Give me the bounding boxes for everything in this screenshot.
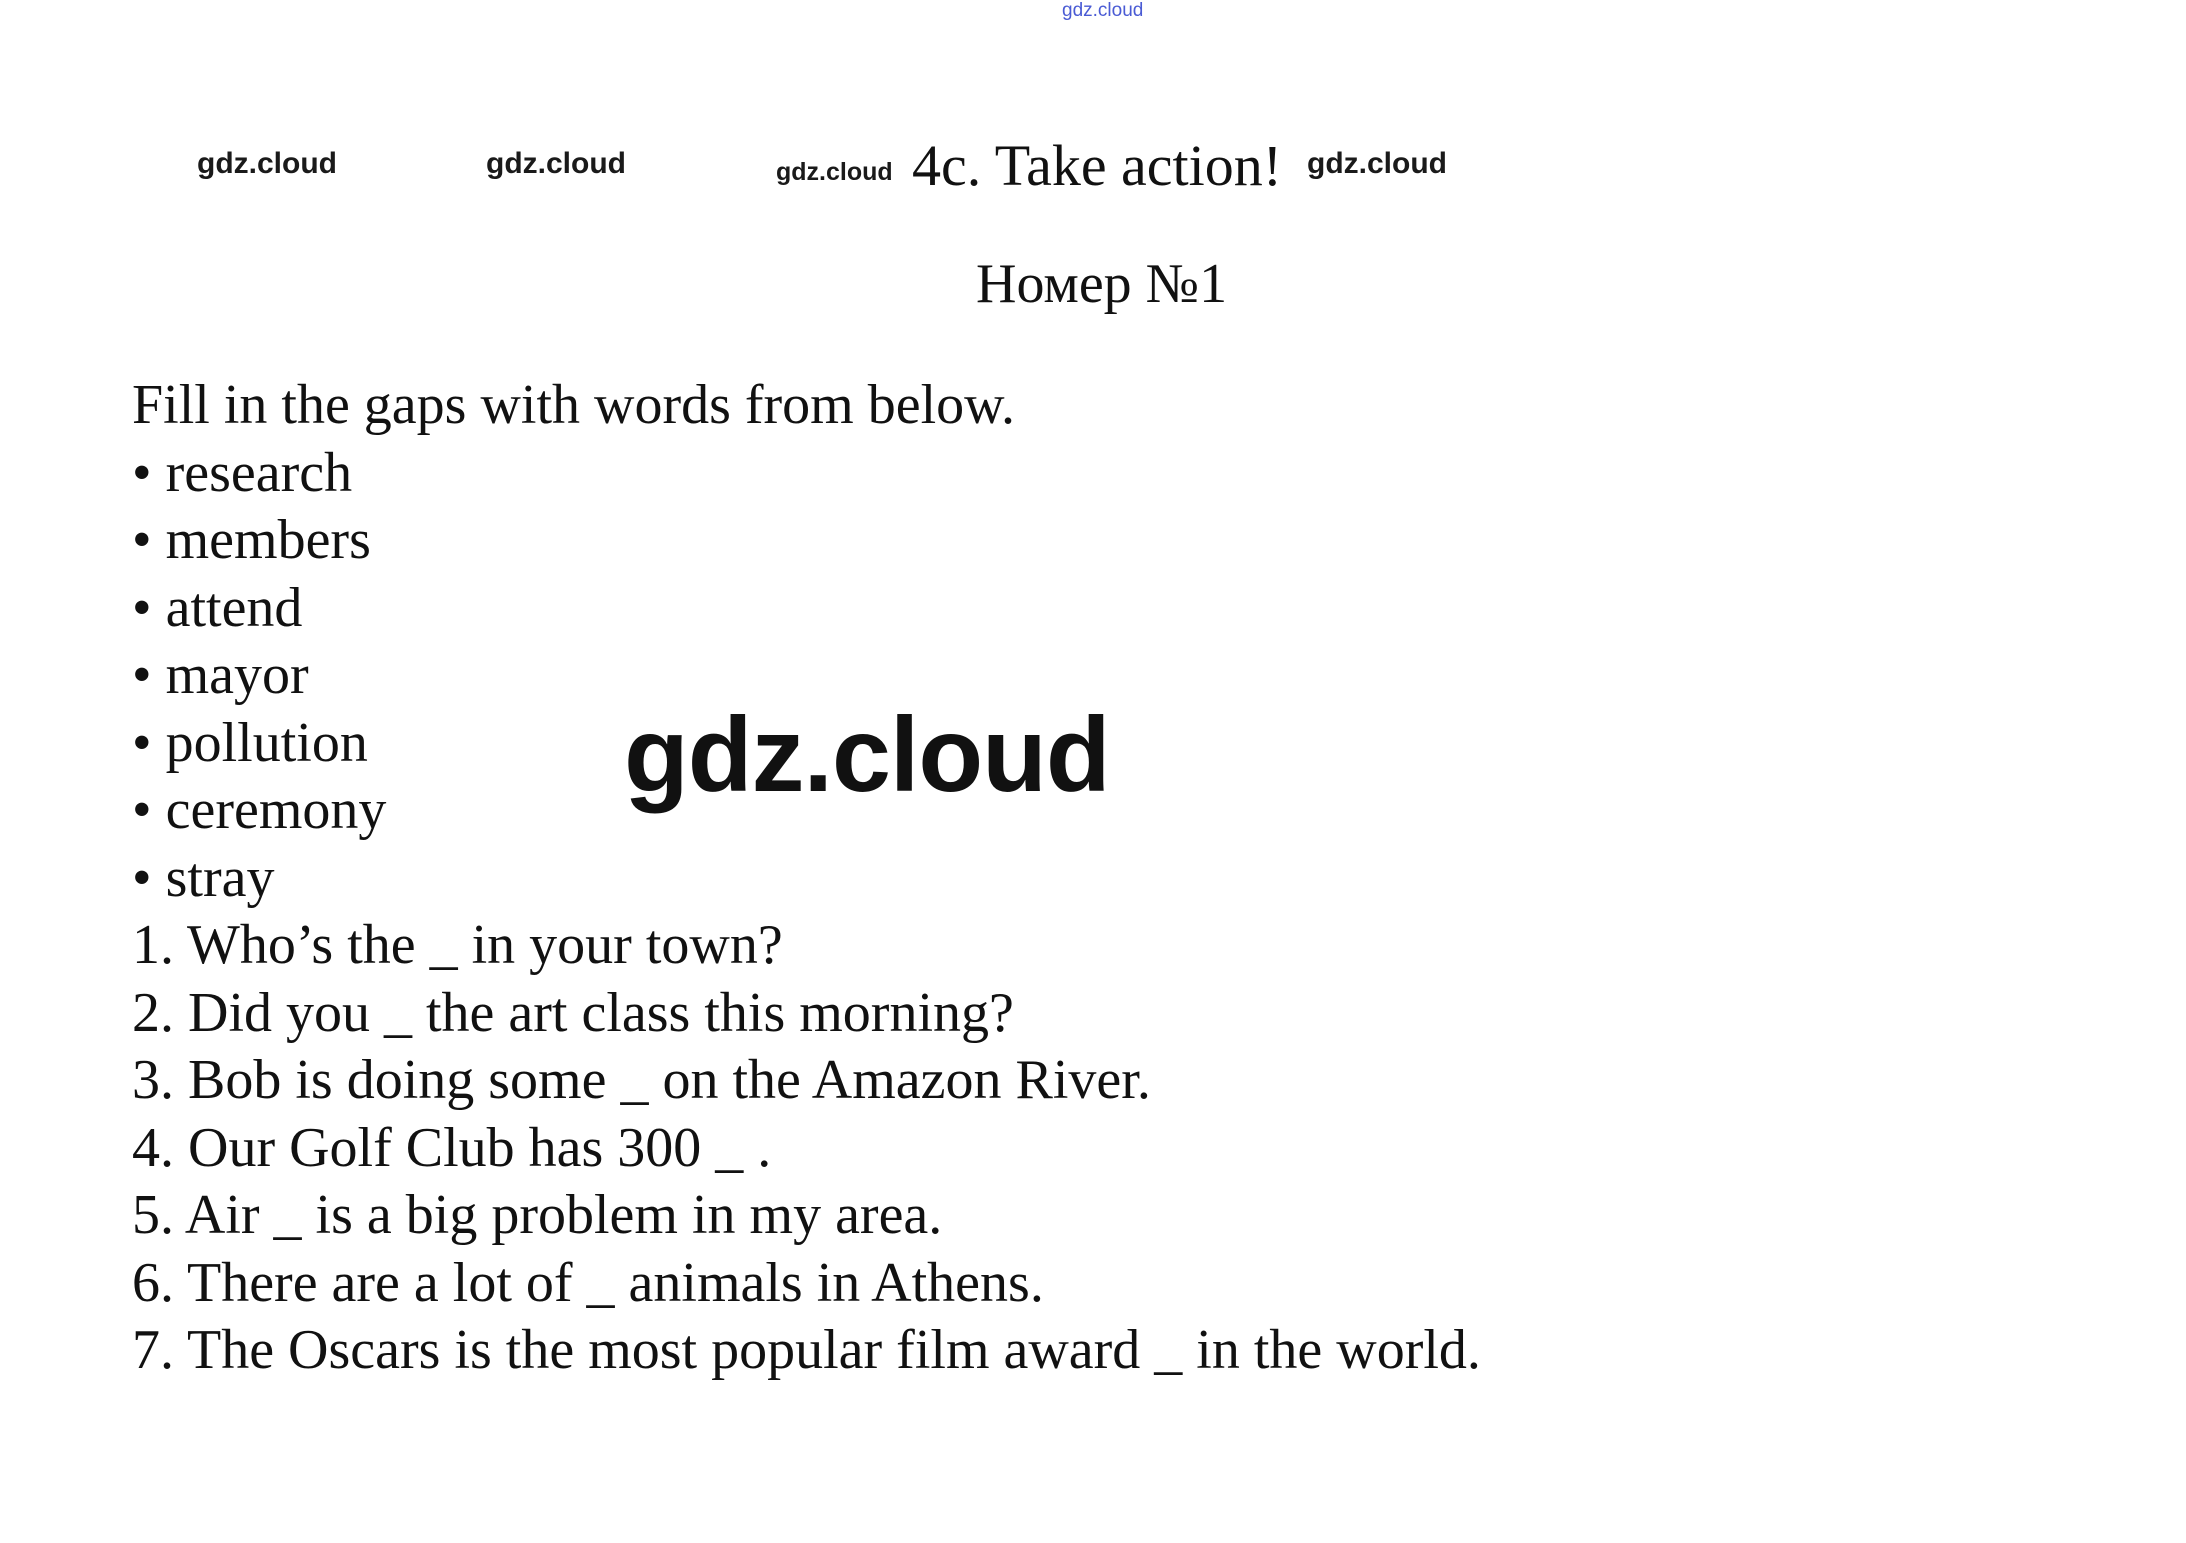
word-item: • attend bbox=[132, 576, 303, 639]
word-item: • research bbox=[132, 441, 353, 504]
word-item: • ceremony bbox=[132, 779, 387, 841]
watermark-4: gdz.cloud bbox=[1307, 147, 1447, 180]
exercise-content bbox=[132, 372, 1481, 1385]
watermark-top: gdz.cloud bbox=[1062, 0, 1144, 21]
sentence-item: 1. Who’s the _ in your town? bbox=[132, 914, 783, 976]
word-item: • stray bbox=[132, 846, 275, 909]
sentence-item: 4. Our Golf Club has 300 _ . bbox=[132, 1116, 772, 1179]
watermark-1: gdz.cloud bbox=[197, 147, 337, 180]
watermark-2: gdz.cloud bbox=[486, 147, 626, 180]
watermark-large: gdz.cloud bbox=[624, 696, 1110, 814]
page-title: 4c. Take action! bbox=[912, 133, 1283, 198]
word-item: • pollution bbox=[132, 711, 368, 774]
sentence-item: 5. Air _ is a big problem in my area. bbox=[132, 1184, 943, 1246]
sentence-item: 7. The Oscars is the most popular film award _ in the world. bbox=[132, 1319, 1481, 1381]
sentence-item: 6. There are a lot of _ animals in Athens. bbox=[132, 1251, 1044, 1314]
word-item: • mayor bbox=[132, 644, 309, 706]
exercise-number: Номер №1 bbox=[976, 253, 1228, 315]
word-item: • members bbox=[132, 509, 371, 571]
sentence-item: 3. Bob is doing some _ on the Amazon River. bbox=[132, 1049, 1151, 1111]
sentence-item: 2. Did you _ the art class this morning? bbox=[132, 981, 1014, 1044]
instruction: Fill in the gaps with words from below. bbox=[132, 374, 1015, 436]
watermark-3: gdz.cloud bbox=[776, 158, 893, 186]
